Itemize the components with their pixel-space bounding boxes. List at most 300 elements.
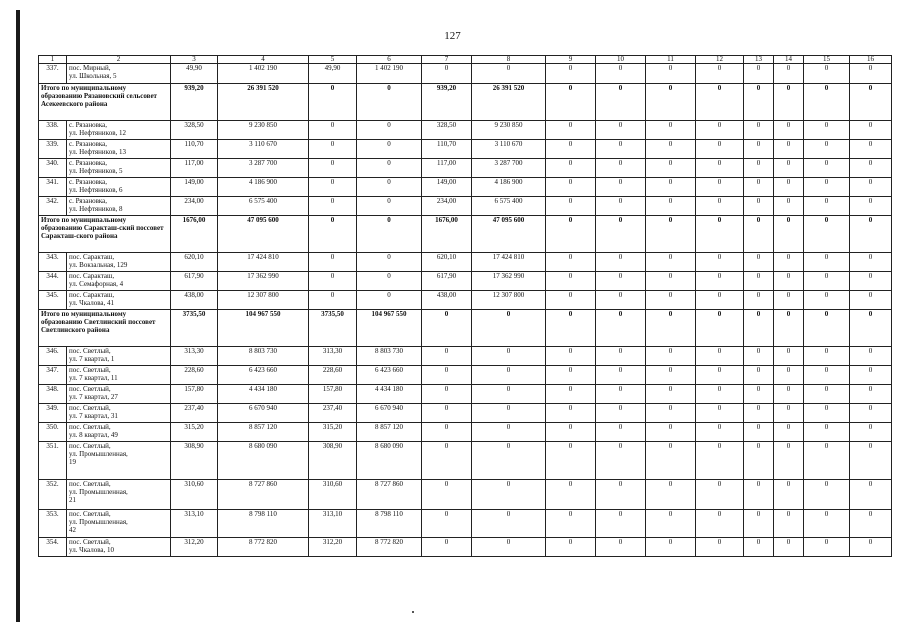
table-cell: 0 — [646, 310, 696, 347]
table-cell: 0 — [546, 510, 596, 538]
table-cell: 0 — [357, 121, 422, 140]
table-cell: 0 — [422, 404, 472, 423]
table-row — [39, 253, 892, 272]
table-cell: 0 — [357, 84, 422, 121]
table-cell: 0 — [696, 404, 744, 423]
address-cell: пос. Светлый, ул. 8 квартал, 49 — [67, 423, 171, 442]
table-cell: 234,00 — [171, 197, 218, 216]
table-cell: 0 — [472, 423, 546, 442]
table-cell: 0 — [696, 64, 744, 84]
table-cell: 0 — [804, 385, 850, 404]
table-cell: 47 095 600 — [472, 216, 546, 253]
column-header: 14 — [774, 56, 804, 64]
address-cell: с. Рязановка, ул. Нефтяников, 5 — [67, 159, 171, 178]
table-cell: 0 — [696, 347, 744, 366]
table-cell: 0 — [774, 216, 804, 253]
table-cell: 0 — [744, 84, 774, 121]
table-cell: 313,30 — [309, 347, 357, 366]
table-cell: 0 — [596, 64, 646, 84]
table-cell: 17 424 810 — [472, 253, 546, 272]
table-cell: 3 287 700 — [472, 159, 546, 178]
table-cell: 0 — [596, 159, 646, 178]
table-cell: 3735,50 — [171, 310, 218, 347]
table-cell: 0 — [850, 510, 892, 538]
table-cell: 0 — [696, 442, 744, 480]
table-cell: 0 — [309, 291, 357, 310]
column-header: 6 — [357, 56, 422, 64]
table-cell: 0 — [850, 121, 892, 140]
table-cell: 8 680 090 — [218, 442, 309, 480]
table-cell: 0 — [696, 253, 744, 272]
table-cell: 0 — [357, 140, 422, 159]
table-cell: 0 — [804, 423, 850, 442]
table-cell: 4 434 180 — [218, 385, 309, 404]
table-cell: 0 — [804, 538, 850, 557]
column-header: 8 — [472, 56, 546, 64]
table-cell: 0 — [472, 385, 546, 404]
table-cell: 0 — [696, 423, 744, 442]
table-cell: 0 — [744, 272, 774, 291]
table-row — [39, 423, 892, 442]
table-cell: 0 — [804, 216, 850, 253]
table-cell: 0 — [744, 510, 774, 538]
table-cell: 228,60 — [171, 366, 218, 385]
table-cell: 0 — [774, 366, 804, 385]
table-cell: 0 — [744, 140, 774, 159]
table-cell: 0 — [744, 253, 774, 272]
table-cell: 0 — [472, 366, 546, 385]
table-cell: 0 — [774, 64, 804, 84]
header-row — [39, 56, 892, 64]
table-cell: 1 402 190 — [357, 64, 422, 84]
table-cell: 0 — [646, 253, 696, 272]
address-cell: пос. Светлый, ул. Промышленная, 21 — [67, 480, 171, 510]
table-cell: 0 — [744, 347, 774, 366]
table-cell: 0 — [696, 366, 744, 385]
table-cell: 0 — [646, 291, 696, 310]
table-cell: 617,90 — [422, 272, 472, 291]
table-cell: 0 — [596, 366, 646, 385]
column-header: 15 — [804, 56, 850, 64]
table-cell: 0 — [546, 178, 596, 197]
row-number: 352. — [39, 480, 67, 510]
column-header: 1 — [39, 56, 67, 64]
table-cell: 0 — [596, 310, 646, 347]
table-cell: 0 — [422, 480, 472, 510]
table-cell: 104 967 550 — [357, 310, 422, 347]
table-cell: 0 — [804, 510, 850, 538]
table-cell: 0 — [850, 366, 892, 385]
table-cell: 0 — [774, 404, 804, 423]
row-number: 351. — [39, 442, 67, 480]
table-cell: 0 — [309, 159, 357, 178]
table-cell: 17 362 990 — [218, 272, 309, 291]
table-cell: 8 772 820 — [357, 538, 422, 557]
table-cell: 8 803 730 — [218, 347, 309, 366]
table-cell: 0 — [774, 197, 804, 216]
table-cell: 8 798 110 — [357, 510, 422, 538]
column-header: 5 — [309, 56, 357, 64]
address-cell: пос. Светлый, ул. Промышленная, 19 — [67, 442, 171, 480]
table-cell: 0 — [646, 159, 696, 178]
table-cell: 0 — [804, 291, 850, 310]
table-cell: 0 — [309, 216, 357, 253]
table-cell: 3 287 700 — [218, 159, 309, 178]
table-cell: 1676,00 — [422, 216, 472, 253]
column-header: 3 — [171, 56, 218, 64]
table-cell: 0 — [774, 423, 804, 442]
column-header: 9 — [546, 56, 596, 64]
address-cell: с. Рязановка, ул. Нефтяников, 13 — [67, 140, 171, 159]
row-number: 348. — [39, 385, 67, 404]
table-cell: 4 434 180 — [357, 385, 422, 404]
table-cell: 0 — [646, 140, 696, 159]
table-cell: 8 803 730 — [357, 347, 422, 366]
table-cell: 0 — [744, 480, 774, 510]
table-cell: 237,40 — [309, 404, 357, 423]
table-cell: 0 — [744, 197, 774, 216]
table-cell: 0 — [422, 442, 472, 480]
table-cell: 110,70 — [171, 140, 218, 159]
table-cell: 0 — [646, 366, 696, 385]
table-cell: 0 — [774, 442, 804, 480]
table-row — [39, 178, 892, 197]
table-cell: 0 — [546, 385, 596, 404]
table-cell: 0 — [596, 480, 646, 510]
table-cell: 0 — [850, 178, 892, 197]
table-cell: 3735,50 — [309, 310, 357, 347]
table-cell: 0 — [744, 216, 774, 253]
table-cell: 234,00 — [422, 197, 472, 216]
row-number: 354. — [39, 538, 67, 557]
table-cell: 9 230 850 — [218, 121, 309, 140]
table-cell: 8 857 120 — [218, 423, 309, 442]
table-cell: 0 — [546, 291, 596, 310]
table-cell: 0 — [646, 216, 696, 253]
table-row — [39, 64, 892, 84]
table-cell: 8 857 120 — [357, 423, 422, 442]
table-cell: 6 423 660 — [357, 366, 422, 385]
table-cell: 313,10 — [171, 510, 218, 538]
table-cell: 0 — [472, 480, 546, 510]
table-cell: 12 307 800 — [472, 291, 546, 310]
table-cell: 0 — [774, 253, 804, 272]
table-cell: 0 — [850, 272, 892, 291]
table-cell: 26 391 520 — [218, 84, 309, 121]
table-cell: 0 — [804, 121, 850, 140]
table-cell: 104 967 550 — [218, 310, 309, 347]
row-number: 339. — [39, 140, 67, 159]
table-row — [39, 480, 892, 510]
table-cell: 228,60 — [309, 366, 357, 385]
table-cell: 0 — [744, 178, 774, 197]
table-cell: 0 — [804, 159, 850, 178]
table-cell: 0 — [309, 140, 357, 159]
table-row — [39, 538, 892, 557]
table-cell: 0 — [646, 178, 696, 197]
table-cell: 939,20 — [422, 84, 472, 121]
table-cell: 8 727 860 — [218, 480, 309, 510]
address-cell: пос. Светлый, ул. 7 квартал, 1 — [67, 347, 171, 366]
table-cell: 0 — [472, 538, 546, 557]
table-cell: 0 — [744, 366, 774, 385]
table-cell: 0 — [646, 423, 696, 442]
table-cell: 0 — [422, 538, 472, 557]
column-header: 16 — [850, 56, 892, 64]
table-cell: 0 — [422, 510, 472, 538]
total-label: Итого по муниципальному образованию Рязановский сельсовет Асекеевского района — [39, 84, 171, 121]
table-cell: 0 — [357, 197, 422, 216]
page-number: 127 — [444, 30, 461, 42]
table-row — [39, 197, 892, 216]
housing-table — [38, 55, 892, 557]
table-cell: 0 — [744, 64, 774, 84]
table-cell: 0 — [850, 404, 892, 423]
table-cell: 0 — [744, 159, 774, 178]
column-header: 11 — [646, 56, 696, 64]
table-cell: 8 772 820 — [218, 538, 309, 557]
table-cell: 117,00 — [171, 159, 218, 178]
table-row — [39, 347, 892, 366]
table-cell: 49,90 — [309, 64, 357, 84]
table-cell: 1 402 190 — [218, 64, 309, 84]
table-cell: 17 362 990 — [472, 272, 546, 291]
table-cell: 0 — [774, 272, 804, 291]
table-cell: 0 — [696, 538, 744, 557]
table-cell: 0 — [696, 178, 744, 197]
row-number: 347. — [39, 366, 67, 385]
table-cell: 315,20 — [309, 423, 357, 442]
table-cell: 8 798 110 — [218, 510, 309, 538]
table-cell: 0 — [646, 510, 696, 538]
table-cell: 0 — [357, 178, 422, 197]
table-cell: 328,50 — [422, 121, 472, 140]
total-label: Итого по муниципальному образованию Светлинский поссовет Светлинского района — [39, 310, 171, 347]
table-cell: 0 — [422, 347, 472, 366]
table-cell: 0 — [696, 84, 744, 121]
table-cell: 0 — [646, 442, 696, 480]
address-cell: пос. Мирный, ул. Школьная, 5 — [67, 64, 171, 84]
column-header: 7 — [422, 56, 472, 64]
table-cell: 0 — [774, 178, 804, 197]
table-cell: 0 — [357, 216, 422, 253]
table-row — [39, 272, 892, 291]
table-cell: 0 — [744, 404, 774, 423]
table-cell: 0 — [696, 272, 744, 291]
table-cell: 0 — [804, 64, 850, 84]
table-cell: 47 095 600 — [218, 216, 309, 253]
table-cell: 0 — [804, 442, 850, 480]
table-cell: 0 — [804, 272, 850, 291]
address-cell: с. Рязановка, ул. Нефтяников, 6 — [67, 178, 171, 197]
table-cell: 0 — [850, 84, 892, 121]
column-header: 2 — [67, 56, 171, 64]
table-cell: 0 — [309, 84, 357, 121]
table-cell: 0 — [804, 310, 850, 347]
table-cell: 0 — [850, 291, 892, 310]
table-cell: 438,00 — [171, 291, 218, 310]
table-cell: 0 — [596, 404, 646, 423]
row-number: 340. — [39, 159, 67, 178]
address-cell: с. Рязановка, ул. Нефтяников, 12 — [67, 121, 171, 140]
table-cell: 312,20 — [309, 538, 357, 557]
table-cell: 0 — [850, 197, 892, 216]
table-cell: 0 — [646, 121, 696, 140]
table-cell: 0 — [596, 291, 646, 310]
table-wrapper — [38, 55, 892, 557]
table-cell: 0 — [309, 197, 357, 216]
table-cell: 0 — [774, 510, 804, 538]
table-row — [39, 121, 892, 140]
table-cell: 3 110 670 — [218, 140, 309, 159]
table-cell: 4 186 900 — [218, 178, 309, 197]
column-header: 4 — [218, 56, 309, 64]
table-cell: 0 — [472, 404, 546, 423]
total-row — [39, 216, 892, 253]
table-cell: 0 — [774, 84, 804, 121]
table-cell: 0 — [804, 366, 850, 385]
table-cell: 0 — [774, 538, 804, 557]
row-number: 349. — [39, 404, 67, 423]
row-number: 353. — [39, 510, 67, 538]
table-cell: 4 186 900 — [472, 178, 546, 197]
table-cell: 0 — [744, 291, 774, 310]
table-cell: 0 — [422, 385, 472, 404]
table-cell: 0 — [696, 197, 744, 216]
table-cell: 0 — [357, 159, 422, 178]
table-cell: 0 — [596, 84, 646, 121]
table-cell: 0 — [774, 347, 804, 366]
table-cell: 0 — [774, 159, 804, 178]
table-cell: 438,00 — [422, 291, 472, 310]
table-cell: 0 — [546, 84, 596, 121]
table-cell: 0 — [804, 178, 850, 197]
table-cell: 6 575 400 — [218, 197, 309, 216]
table-cell: 0 — [744, 121, 774, 140]
row-number: 346. — [39, 347, 67, 366]
table-cell: 0 — [472, 442, 546, 480]
table-cell: 0 — [546, 216, 596, 253]
table-cell: 0 — [546, 197, 596, 216]
table-cell: 6 575 400 — [472, 197, 546, 216]
table-cell: 12 307 800 — [218, 291, 309, 310]
table-cell: 0 — [596, 442, 646, 480]
address-cell: пос. Саракташ, ул. Вокзальная, 129 — [67, 253, 171, 272]
table-cell: 0 — [850, 385, 892, 404]
table-cell: 617,90 — [171, 272, 218, 291]
table-cell: 0 — [744, 538, 774, 557]
total-label: Итого по муниципальному образованию Саракташ-ский поссовет Саракташ-ского района — [39, 216, 171, 253]
table-cell: 149,00 — [422, 178, 472, 197]
table-cell: 0 — [546, 404, 596, 423]
table-cell: 0 — [546, 310, 596, 347]
table-cell: 0 — [804, 480, 850, 510]
total-row — [39, 84, 892, 121]
table-row — [39, 366, 892, 385]
table-cell: 0 — [309, 272, 357, 291]
table-cell: 0 — [596, 216, 646, 253]
table-cell: 308,90 — [309, 442, 357, 480]
table-cell: 0 — [472, 510, 546, 538]
address-cell: пос. Светлый, ул. 7 квартал, 27 — [67, 385, 171, 404]
table-cell: 0 — [596, 178, 646, 197]
row-number: 342. — [39, 197, 67, 216]
table-cell: 0 — [596, 385, 646, 404]
table-cell: 0 — [646, 538, 696, 557]
address-cell: пос. Светлый, ул. 7 квартал, 31 — [67, 404, 171, 423]
table-cell: 0 — [596, 272, 646, 291]
row-number: 341. — [39, 178, 67, 197]
table-cell: 0 — [546, 538, 596, 557]
row-number: 344. — [39, 272, 67, 291]
table-cell: 0 — [309, 253, 357, 272]
row-number: 350. — [39, 423, 67, 442]
table-row — [39, 442, 892, 480]
table-cell: 0 — [309, 178, 357, 197]
table-cell: 0 — [696, 510, 744, 538]
table-cell: 0 — [596, 423, 646, 442]
table-cell: 0 — [696, 385, 744, 404]
table-cell: 310,60 — [171, 480, 218, 510]
table-cell: 0 — [546, 159, 596, 178]
table-cell: 0 — [357, 253, 422, 272]
table-cell: 0 — [696, 291, 744, 310]
table-cell: 315,20 — [171, 423, 218, 442]
table-cell: 0 — [774, 385, 804, 404]
table-cell: 157,80 — [171, 385, 218, 404]
row-number: 345. — [39, 291, 67, 310]
table-cell: 0 — [422, 310, 472, 347]
table-cell: 3 110 670 — [472, 140, 546, 159]
table-cell: 0 — [546, 480, 596, 510]
table-cell: 0 — [744, 442, 774, 480]
table-cell: 0 — [596, 197, 646, 216]
table-cell: 8 680 090 — [357, 442, 422, 480]
table-row — [39, 385, 892, 404]
table-cell: 313,10 — [309, 510, 357, 538]
table-cell: 0 — [804, 253, 850, 272]
table-cell: 0 — [646, 480, 696, 510]
table-cell: 110,70 — [422, 140, 472, 159]
table-cell: 0 — [472, 347, 546, 366]
table-cell: 0 — [696, 159, 744, 178]
table-cell: 310,60 — [309, 480, 357, 510]
table-cell: 0 — [850, 140, 892, 159]
scan-edge-bar — [16, 10, 20, 622]
table-cell: 0 — [744, 423, 774, 442]
table-cell: 49,90 — [171, 64, 218, 84]
address-cell: пос. Светлый, ул. Чкалова, 10 — [67, 538, 171, 557]
table-cell: 0 — [804, 347, 850, 366]
table-row — [39, 140, 892, 159]
row-number: 343. — [39, 253, 67, 272]
table-cell: 328,50 — [171, 121, 218, 140]
address-cell: пос. Саракташ, ул. Семафорная, 4 — [67, 272, 171, 291]
table-cell: 0 — [646, 404, 696, 423]
table-cell: 0 — [744, 385, 774, 404]
address-cell: пос. Саракташ, ул. Чкалова, 41 — [67, 291, 171, 310]
row-number: 337. — [39, 64, 67, 84]
address-cell: пос. Светлый, ул. 7 квартал, 11 — [67, 366, 171, 385]
table-cell: 620,10 — [422, 253, 472, 272]
table-cell: 0 — [309, 121, 357, 140]
table-cell: 6 670 940 — [218, 404, 309, 423]
address-cell: пос. Светлый, ул. Промышленная, 42 — [67, 510, 171, 538]
table-cell: 26 391 520 — [472, 84, 546, 121]
table-cell: 0 — [850, 216, 892, 253]
table-cell: 0 — [596, 347, 646, 366]
table-cell: 0 — [546, 442, 596, 480]
